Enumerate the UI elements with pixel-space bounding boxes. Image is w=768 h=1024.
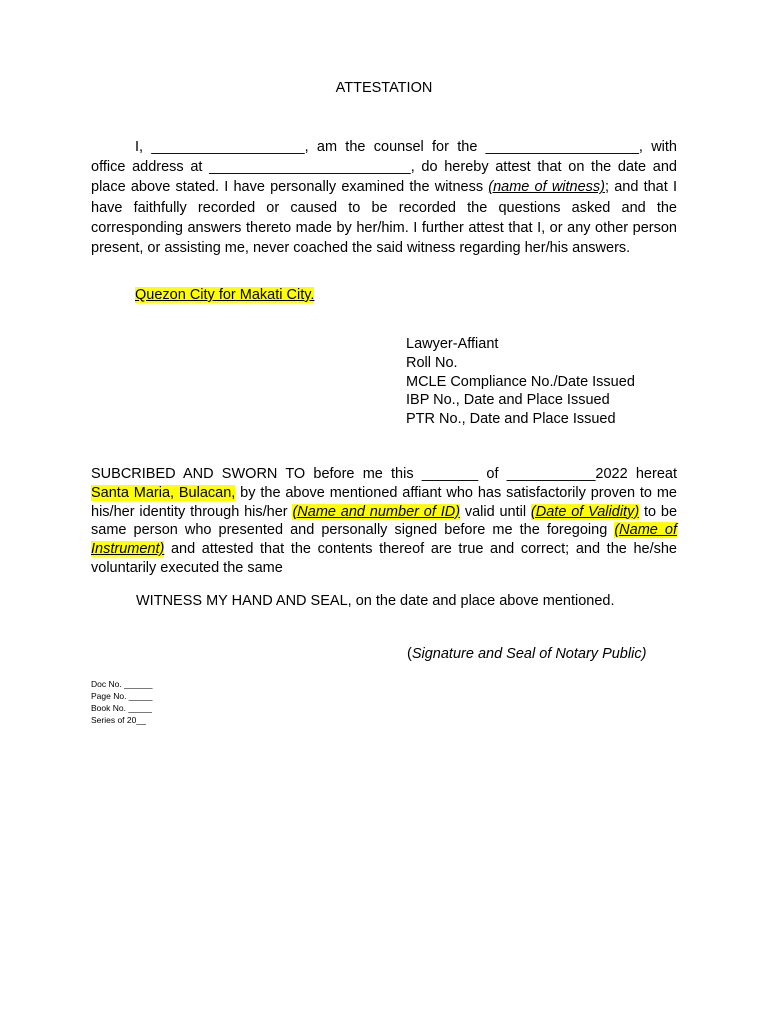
- jurat-text-4: to be same person who presented and personally signed before me the foregoing: [91, 503, 678, 539]
- signature-line-affiant: Lawyer-Affiant: [406, 336, 499, 352]
- witness-line: WITNESS MY HAND AND SEAL, on the date and place above mentioned.: [136, 593, 615, 609]
- id-placeholder: (Name and number of ID): [292, 503, 461, 520]
- attestation-text-1: I, ___________________, am the counsel for the ___________________, with office address at _________________________, do hereby attest that on the date and place above stated. I have personally examined the witness: [91, 139, 677, 196]
- lawyer-signature-block: [406, 335, 635, 429]
- jurat-paragraph: [91, 465, 677, 578]
- attestation-paragraph: [91, 137, 677, 258]
- document-title: ATTESTATION: [335, 80, 433, 96]
- doc-info: [91, 678, 152, 726]
- attestation-text-2: ; and that I have faithfully recorded or caused to be recorded the questions asked and the corresponding answers thereto made by her/him. I further attest that I, or any other person present, or assisting me, never coached the said witness regarding her/his answers.: [91, 179, 677, 257]
- jurat-text-3: valid until: [460, 503, 531, 520]
- signature-line-ptr: PTR No., Date and Place Issued: [406, 411, 616, 428]
- witness-name-placeholder: (name of witness): [488, 179, 605, 196]
- series: Series of 20__: [91, 715, 146, 725]
- signature-line-ibp: IBP No., Date and Place Issued: [406, 392, 610, 409]
- notary-signature-open: (: [407, 646, 412, 662]
- validity-placeholder: (Date of Validity): [530, 503, 640, 520]
- notary-signature-text: Signature and Seal of Notary Public): [411, 646, 647, 662]
- signature-line-roll: Roll No.: [406, 354, 458, 371]
- notary-signature: [407, 646, 646, 662]
- instrument-placeholder: (Name of Instrument): [91, 522, 677, 558]
- signature-line-mcle: MCLE Compliance No./Date Issued: [406, 373, 635, 390]
- jurat-text-2: by the above mentioned affiant who has satisfactorily proven to me his/her identity through his/her: [91, 484, 677, 520]
- doc-no: Doc No. ______: [91, 679, 153, 689]
- city-note: [135, 287, 314, 303]
- jurat-text-1: SUBCRIBED AND SWORN TO before me this _______ of ___________2022 hereat: [91, 466, 677, 482]
- jurat-text-5: and attested that the contents thereof are true and correct; and the he/she voluntarily executed the same: [91, 541, 677, 576]
- city-note-text: Quezon City for Makati City.: [135, 287, 315, 303]
- place-highlight: Santa Maria, Bulacan,: [91, 484, 236, 501]
- page-no: Page No. _____: [91, 691, 153, 701]
- book-no: Book No. _____: [91, 703, 152, 713]
